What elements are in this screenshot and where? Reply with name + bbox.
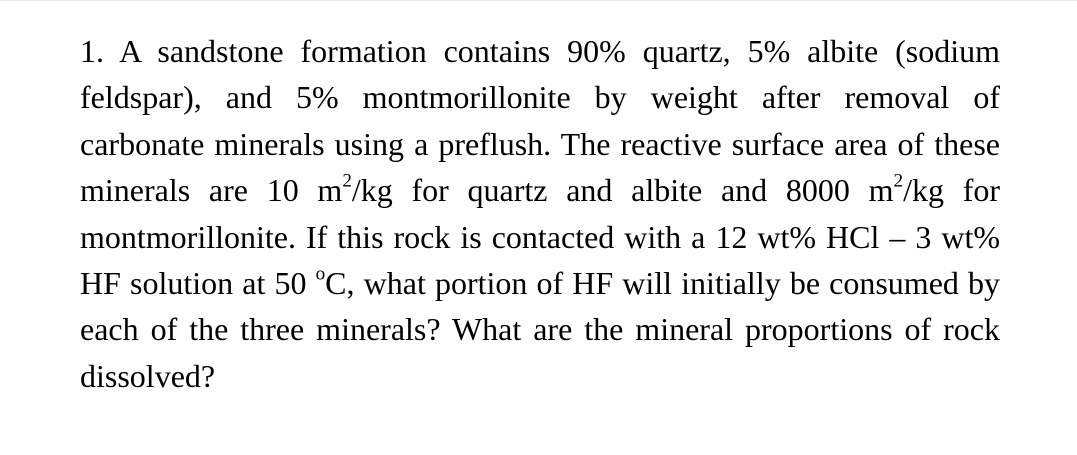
problem-statement <box>80 28 1000 399</box>
superscript-squared: 2 <box>893 170 904 192</box>
problem-text-part-4: C, what portion of HF will initially be consumed by each of the three minerals? What are the mineral proportions of rock dissolved? <box>80 265 1001 394</box>
superscript-squared: 2 <box>342 170 352 192</box>
problem-text-part-3: /kg for montmorillonite. If this rock is contacted with a 12 wt% HCl – 3 wt% HF solution at 50 <box>80 172 1001 302</box>
problem-number: 1. <box>80 33 104 69</box>
problem-text-part-2: /kg for quartz and albite and 8000 m <box>351 172 894 209</box>
problem-text-part-1: A sandstone formation contains 90% quartz, 5% albite (sodium feldspar), and 5% montmorillonite by weight after removal of carbonate minerals using a preflush. The reactive surface area of these minerals are 10 m <box>80 33 1000 209</box>
top-divider <box>0 0 1077 1</box>
degree-symbol: o <box>315 263 326 285</box>
